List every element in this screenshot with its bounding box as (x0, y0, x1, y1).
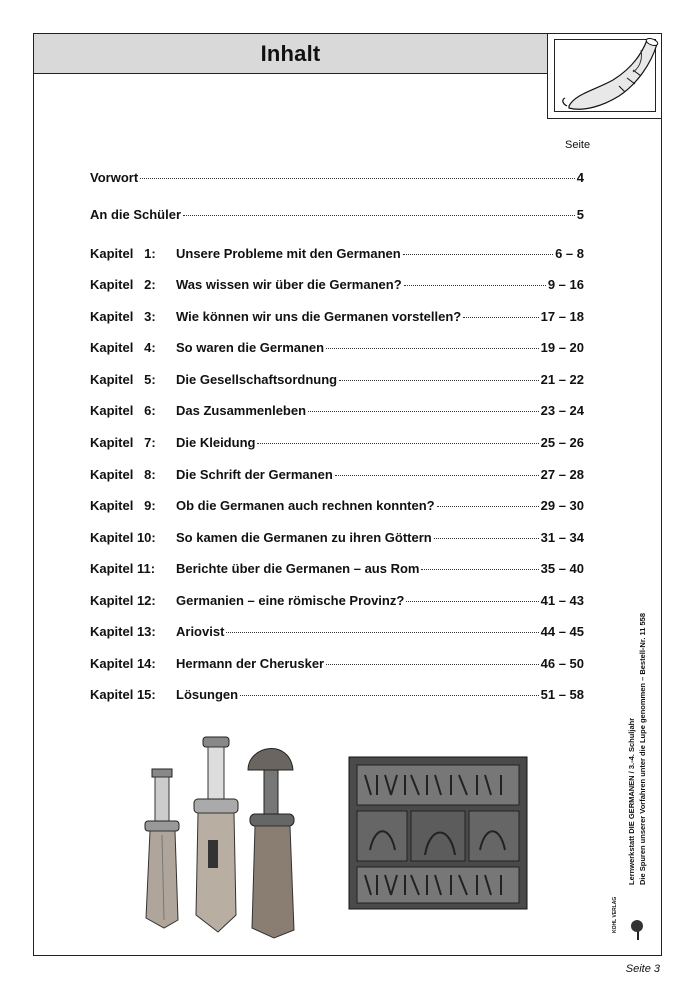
dot-leader (335, 474, 539, 476)
dot-leader (406, 600, 538, 602)
toc-entry-pages: 46 – 50 (540, 656, 584, 671)
dot-leader (326, 663, 539, 665)
toc-entry-kapitel-11 (90, 561, 584, 579)
toc-entry-pages: 27 – 28 (540, 467, 584, 482)
toc-entry-title: Das Zusammenleben (176, 403, 307, 418)
toc-chapter-number: Kapitel 10: (90, 530, 156, 545)
toc-entry-title: Ariovist (176, 624, 225, 639)
toc-chapter-number: Kapitel 5: (90, 372, 156, 387)
toc-entry-pages: 23 – 24 (540, 403, 584, 418)
toc-entry-kapitel-9 (90, 498, 584, 516)
toc-entry-kapitel-2 (90, 277, 584, 295)
toc-entry-title: Lösungen (176, 687, 239, 702)
drinking-horn-icon (547, 32, 662, 118)
toc-entry-pages: 6 – 8 (555, 246, 584, 261)
dot-leader (463, 316, 538, 318)
toc-entry-title: Germanien – eine römische Provinz? (176, 593, 405, 608)
toc-entry-title: Was wissen wir über die Germanen? (176, 277, 402, 292)
toc-entry-pages: 41 – 43 (540, 593, 584, 608)
toc-entry-kapitel-15 (90, 687, 584, 705)
toc-entry-kapitel-14 (90, 656, 584, 674)
page-title: Inhalt (260, 40, 321, 66)
toc-entry-title: Hermann der Cherusker (176, 656, 325, 671)
toc-entry-title: Ob die Germanen auch rechnen konnten? (176, 498, 435, 513)
toc-entry-title: Die Kleidung (176, 435, 256, 450)
title-bar (34, 34, 548, 74)
page-number: Seite 3 (625, 963, 660, 975)
toc-entry-pages: 44 – 45 (540, 624, 584, 639)
toc-entry-kapitel-8 (90, 467, 584, 485)
toc-chapter-number: Kapitel 8: (90, 467, 156, 482)
dot-leader (140, 177, 575, 179)
toc-entry-title: Die Schrift der Germanen (176, 467, 333, 482)
toc-chapter-number: Kapitel 4: (90, 340, 156, 355)
toc-chapter-number: Kapitel 2: (90, 277, 156, 292)
publisher-name: KOHL VERLAG (612, 896, 618, 933)
toc-entry-pages: 19 – 20 (540, 340, 584, 355)
toc-entry-kapitel-10 (90, 530, 584, 548)
toc-entry-vorwort (90, 170, 584, 188)
toc-entry-kapitel-7 (90, 435, 584, 453)
toc-entry-pages: 31 – 34 (540, 530, 584, 545)
toc-chapter-number: Kapitel 9: (90, 498, 156, 513)
dot-leader (404, 284, 546, 286)
toc-chapter-number: Kapitel 1: (90, 246, 156, 261)
toc-entry-kapitel-3 (90, 309, 584, 327)
toc-entry-pages: 4 (576, 170, 584, 185)
dot-leader (403, 253, 553, 255)
toc-chapter-number: Kapitel 12: (90, 593, 156, 608)
toc-chapter-number: Kapitel 7: (90, 435, 156, 450)
page-column-label: Seite (565, 139, 591, 151)
dot-leader (339, 379, 539, 381)
side-credit-line-2: Die Spuren unserer Vorfahren unter die Lupe genommen – Bestell-Nr. 11 558 (638, 612, 647, 885)
toc-entry-pages: 5 (576, 207, 584, 222)
dot-leader (326, 347, 539, 349)
toc-entry-pages: 17 – 18 (540, 309, 584, 324)
toc-entry-title: Die Gesellschaftsordnung (176, 372, 338, 387)
dot-leader (434, 537, 539, 539)
toc-entry-title: Vorwort (90, 170, 139, 185)
toc-chapter-number: Kapitel 3: (90, 309, 156, 324)
toc-entry-title: So waren die Germanen (176, 340, 325, 355)
dot-leader (226, 631, 538, 633)
toc-entry-pages: 29 – 30 (540, 498, 584, 513)
toc-entry-an-die-schueler (90, 207, 584, 225)
side-credit-line-1: Lernwerkstatt DIE GERMANEN / 3.-4. Schuljahr (627, 717, 636, 885)
toc-entry-kapitel-12 (90, 593, 584, 611)
toc-entry-pages: 9 – 16 (547, 277, 584, 292)
dot-leader (257, 442, 538, 444)
dot-leader (308, 410, 539, 412)
toc-entry-pages: 25 – 26 (540, 435, 584, 450)
toc-entry-kapitel-4 (90, 340, 584, 358)
toc-entry-pages: 35 – 40 (540, 561, 584, 576)
toc-entry-kapitel-5 (90, 372, 584, 390)
horn-illustration-box (547, 33, 662, 119)
toc-entry-title: Wie können wir uns die Germanen vorstellen? (176, 309, 462, 324)
toc-entry-title: An die Schüler (90, 207, 182, 222)
toc-entry-kapitel-13 (90, 624, 584, 642)
toc-entry-kapitel-6 (90, 403, 584, 421)
toc-chapter-number: Kapitel 14: (90, 656, 156, 671)
toc-entry-kapitel-1 (90, 246, 584, 264)
toc-entry-title: Berichte über die Germanen – aus Rom (176, 561, 420, 576)
toc-entry-pages: 51 – 58 (540, 687, 584, 702)
dot-leader (437, 505, 539, 507)
dot-leader (183, 214, 575, 216)
toc-chapter-number: Kapitel 6: (90, 403, 156, 418)
side-credit (610, 555, 660, 933)
toc-chapter-number: Kapitel 15: (90, 687, 156, 702)
toc-chapter-number: Kapitel 13: (90, 624, 156, 639)
toc-entry-title: So kamen die Germanen zu ihren Göttern (176, 530, 432, 545)
toc-entry-pages: 21 – 22 (540, 372, 584, 387)
dot-leader (240, 694, 539, 696)
toc-entry-title: Unsere Probleme mit den Germanen (176, 246, 401, 261)
toc-chapter-number: Kapitel 11: (90, 561, 156, 576)
dot-leader (421, 568, 538, 570)
